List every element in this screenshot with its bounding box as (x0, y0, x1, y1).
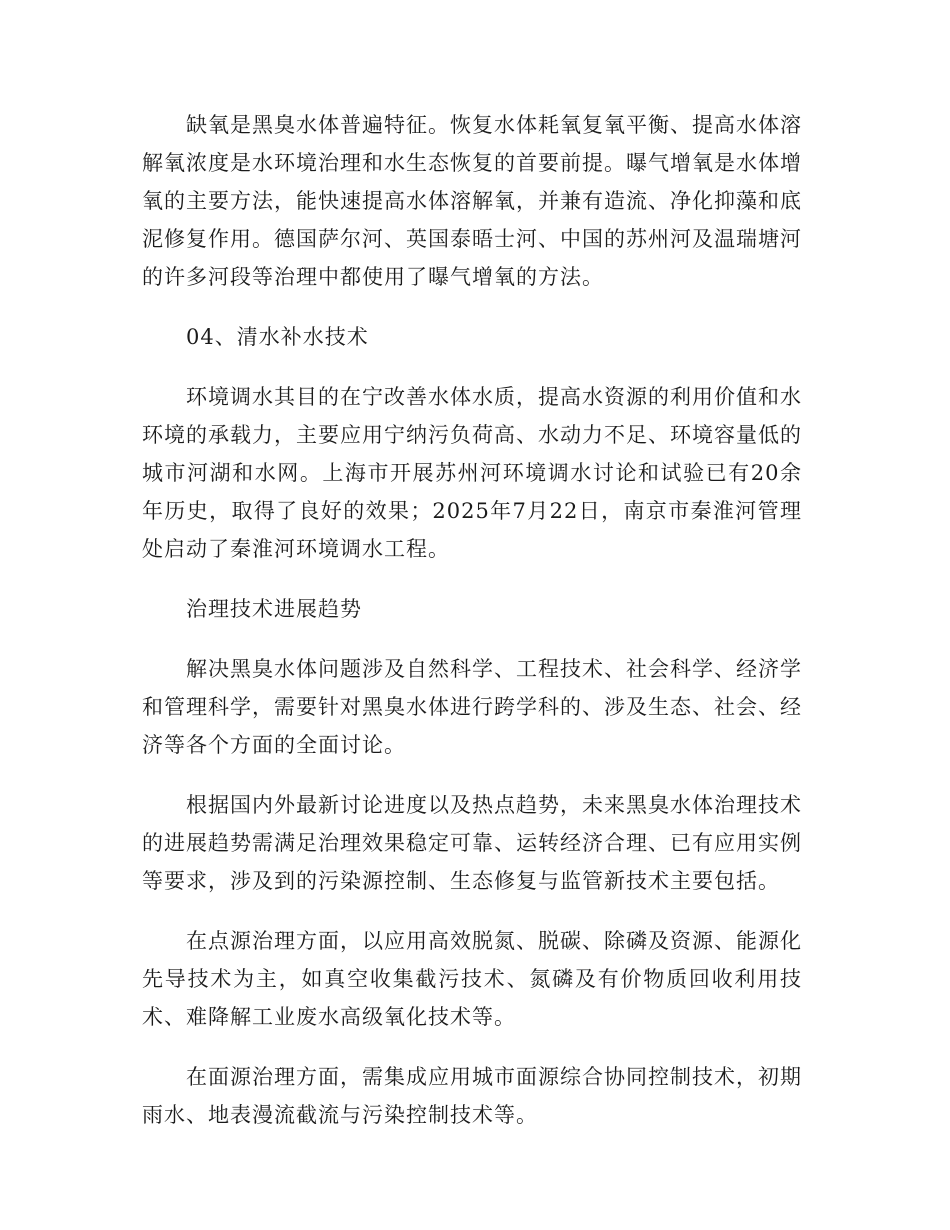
paragraph-water-diversion: 环境调水其目的在宁改善水体水质，提高水资源的利用价值和水环境的承载力，主要应用宁纳污负荷高、水动力不足、环境容量低的城市河湖和水网。上海市开展苏州河环境调水讨论和试验已有20余年历史，取得了良好的效果；2025年7月22日，南京市秦淮河管理处启动了秦淮河环境调水工程。 (142, 385, 802, 561)
paragraph-nonpoint-source: 在面源治理方面，需集成应用城市面源综合协同控制技术，初期雨水、地表漫流截流与污染控制技术等。 (142, 1065, 802, 1127)
section-heading-trends: 治理技术进展趋势 (186, 597, 362, 621)
section-heading-water-supplement: 04、清水补水技术 (186, 325, 369, 349)
paragraph-aeration: 缺氧是黑臭水体普遍特征。恢复水体耗氧复氧平衡、提高水体溶解氧浓度是水环境治理和水生态恢复的首要前提。曝气增氧是水体增氧的主要方法，能快速提高水体溶解氧，并兼有造流、净化抑藻和底泥修复作用。德国萨尔河、英国泰晤士河、中国的苏州河及温瑞塘河的许多河段等治理中都使用了曝气增氧的方法。 (142, 113, 802, 289)
paragraph-interdisciplinary: 解决黑臭水体问题涉及自然科学、工程技术、社会科学、经济学和管理科学，需要针对黑臭水体进行跨学科的、涉及生态、社会、经济等各个方面的全面讨论。 (142, 657, 802, 757)
document-body (142, 106, 802, 1156)
paragraph-research-trends: 根据国内外最新讨论进度以及热点趋势，未来黑臭水体治理技术的进展趋势需满足治理效果稳定可靠、运转经济合理、已有应用实例等要求，涉及到的污染源控制、生态修复与监管新技术主要包括。 (142, 793, 802, 893)
paragraph-point-source: 在点源治理方面，以应用高效脱氮、脱碳、除磷及资源、能源化先导技术为主，如真空收集截污技术、氮磷及有价物质回收利用技术、难降解工业废水高级氧化技术等。 (142, 929, 802, 1029)
